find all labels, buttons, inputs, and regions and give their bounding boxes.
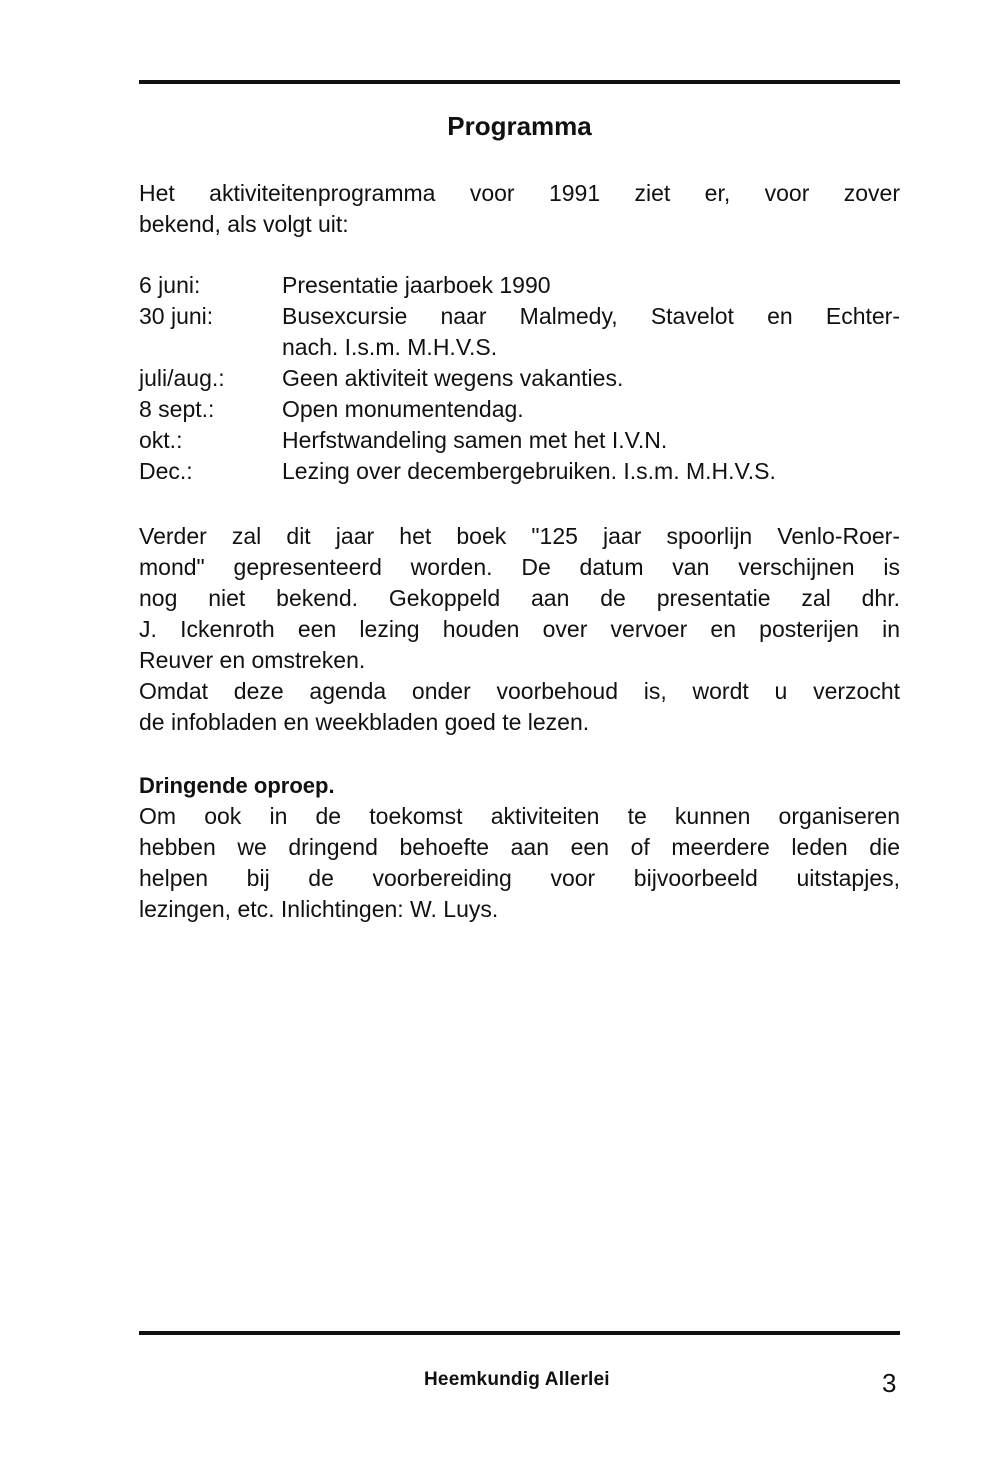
schedule-date: Dec.:: [139, 458, 193, 484]
page-number: 3: [882, 1368, 897, 1398]
schedule-row: [139, 394, 900, 425]
schedule-row: [139, 363, 900, 394]
paragraph-line: de infobladen en weekbladen goed te lezen.: [139, 709, 590, 735]
schedule-description-line: Lezing over decembergebruiken. I.s.m. M.H.V.S.: [282, 458, 776, 484]
schedule-row: [139, 301, 900, 363]
top-rule: [139, 80, 900, 84]
schedule-description-line: Busexcursie naar Malmedy, Stavelot en Echter-: [282, 303, 900, 329]
schedule-description: [282, 301, 900, 363]
schedule-description-line: nach. I.s.m. M.H.V.S.: [282, 334, 498, 360]
paragraph-line: J. Ickenroth een lezing houden over vervoer en posterijen in: [139, 616, 900, 642]
schedule-description-line: Geen aktiviteit wegens vakanties.: [282, 365, 624, 391]
urgent-appeal-section: [139, 770, 900, 925]
intro-paragraph: [139, 178, 900, 240]
appeal-line: Om ook in de toekomst aktiviteiten te kunnen organiseren: [139, 803, 900, 829]
schedule-description: [282, 456, 900, 487]
schedule-description: [282, 394, 900, 425]
footer-publication-title: Heemkundig Allerlei: [424, 1369, 610, 1390]
paragraph-line: Reuver en omstreken.: [139, 647, 366, 673]
appeal-line: helpen bij de voorbereiding voor bijvoorbeeld uitstapjes,: [139, 865, 900, 891]
schedule-description-line: Presentatie jaarboek 1990: [282, 272, 551, 298]
schedule-date: 6 juni:: [139, 272, 201, 298]
book-announcement-paragraph: [139, 521, 900, 738]
paragraph-line: mond" gepresenteerd worden. De datum van verschijnen is: [139, 554, 900, 580]
page-title: Programma: [447, 111, 592, 141]
schedule-description-line: Open monumentendag.: [282, 396, 524, 422]
schedule-row: [139, 270, 900, 301]
paragraph-line: Omdat deze agenda onder voorbehoud is, wordt u verzocht: [139, 678, 900, 704]
bottom-rule: [139, 1331, 900, 1335]
schedule-description: [282, 270, 900, 301]
schedule-description: [282, 425, 900, 456]
paragraph-line: Verder zal dit jaar het boek "125 jaar spoorlijn Venlo-Roer-: [139, 523, 900, 549]
schedule-date: 8 sept.:: [139, 396, 215, 422]
appeal-line: hebben we dringend behoefte aan een of meerdere leden die: [139, 834, 900, 860]
intro-line: bekend, als volgt uit:: [139, 211, 349, 237]
schedule-date: okt.:: [139, 427, 183, 453]
schedule-description: [282, 363, 900, 394]
schedule-row: [139, 425, 900, 456]
paragraph-line: nog niet bekend. Gekoppeld aan de presentatie zal dhr.: [139, 585, 900, 611]
schedule-description-line: Herfstwandeling samen met het I.V.N.: [282, 427, 668, 453]
intro-line: Het aktiviteitenprogramma voor 1991 ziet er, voor zover: [139, 180, 900, 206]
schedule-date: 30 juni:: [139, 303, 214, 329]
schedule-date: juli/aug.:: [139, 365, 225, 391]
appeal-line: lezingen, etc. Inlichtingen: W. Luys.: [139, 896, 499, 922]
schedule-row: [139, 456, 900, 487]
appeal-heading: Dringende oproep.: [139, 773, 335, 798]
activity-schedule: [139, 270, 900, 487]
